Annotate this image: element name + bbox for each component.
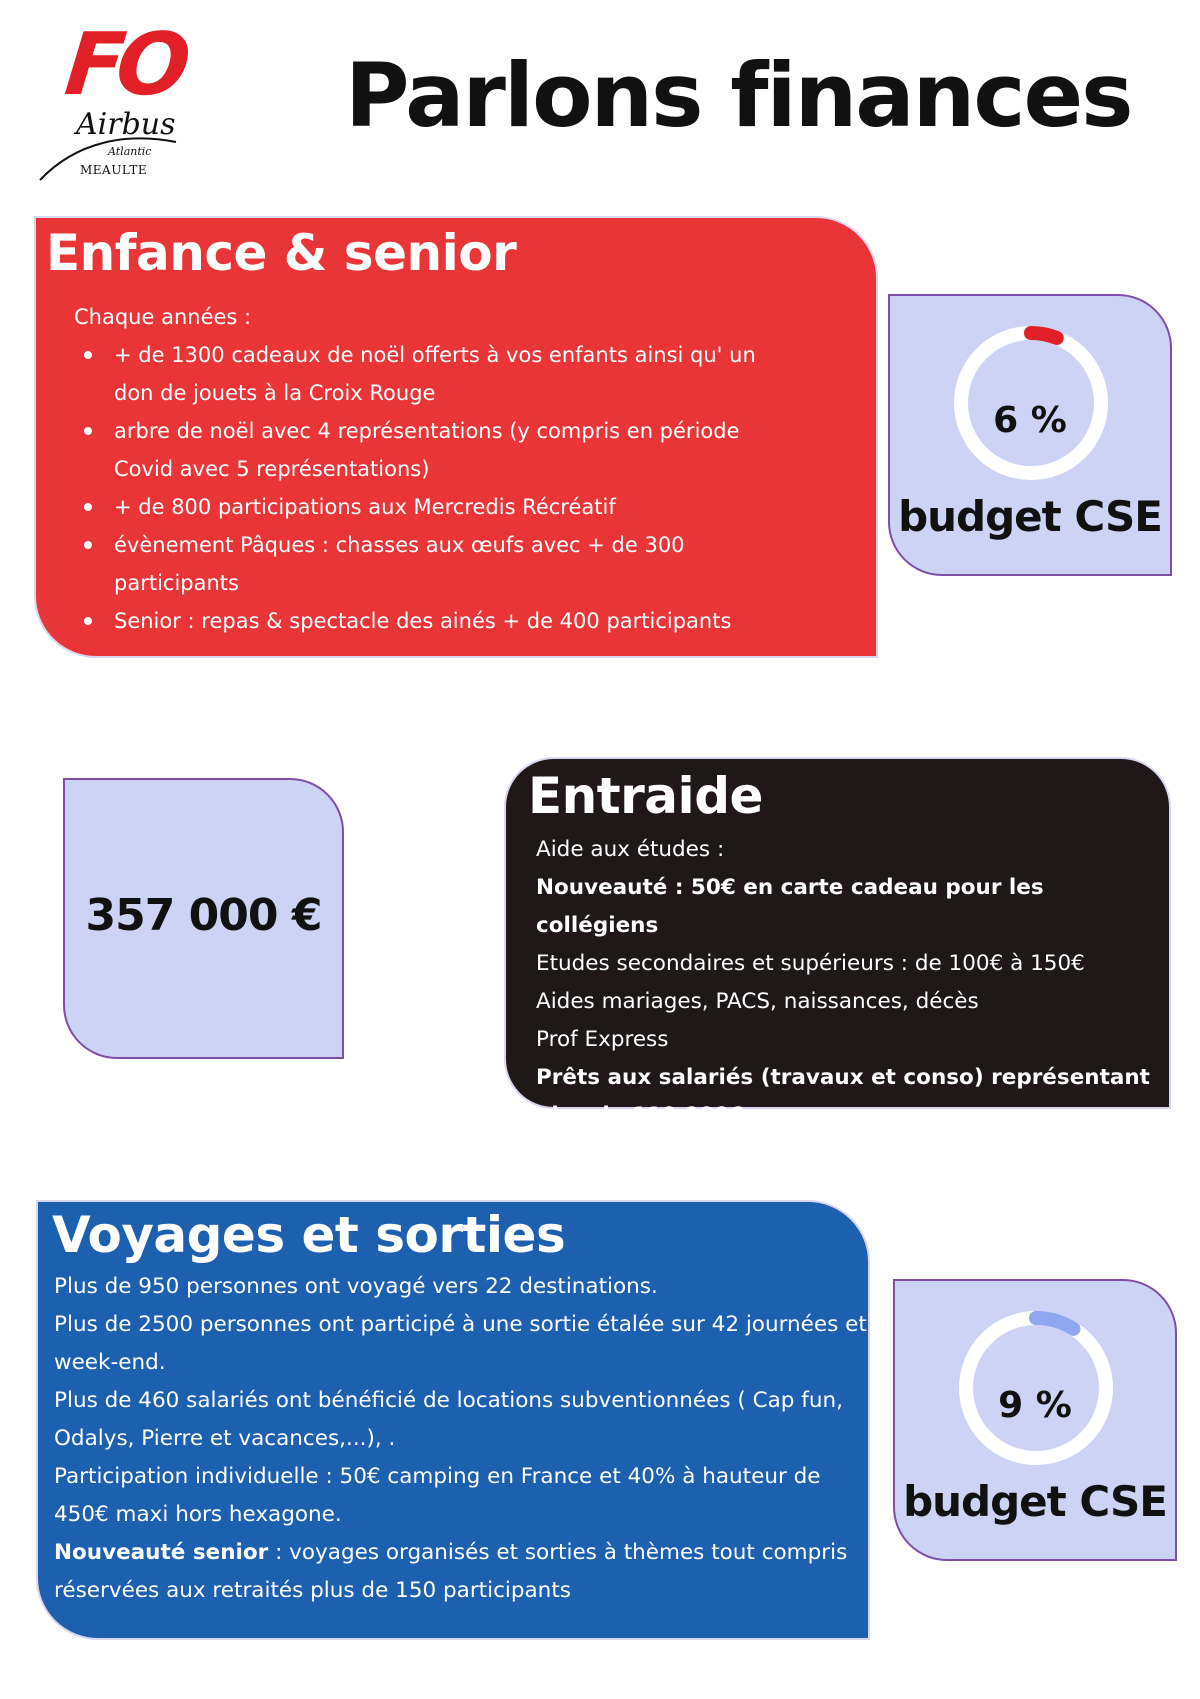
voyages-highlight-label: Nouveauté senior [54,1540,269,1565]
logo-airbus-text: Airbus [76,107,176,142]
enfance-budget-caption: budget CSE [898,492,1162,541]
voyages-highlight-text: : voyages organisés et sorties à thèmes tout compris réservées aux retraités plus de 150 participants [54,1540,848,1603]
list-item: Etudes secondaires et supérieurs : de 100€ à 150€ [536,951,1085,976]
list-item: Prêts aux salariés (travaux et conso) représentant plus de 110 000€ [536,1065,1150,1128]
fo-airbus-logo [36,15,188,182]
list-item: Nouveauté : 50€ en carte cadeau pour les collégiens [536,875,1044,938]
voyages-budget-arc [1036,1318,1074,1329]
list-item: évènement Pâques : chasses aux œufs avec + de 300 participants [76,526,796,602]
entraide-amount-card [63,778,344,1059]
enfance-title: Enfance & senior [46,224,517,282]
list-item: Senior : repas & spectacle des ainés + de 400 participants [76,602,796,640]
logo-atlantic-text: Atlantic [108,145,152,158]
list-item: Prof Express [536,1027,669,1052]
list-item: Aides mariages, PACS, naissances, décès [536,989,979,1014]
voyages-sorties-panel [36,1200,870,1640]
entraide-list [536,831,1166,1135]
logo-site-text: MEAULTE [80,163,148,177]
enfance-budget-card [888,294,1172,576]
list-item: arbre de noël avec 4 représentations (y compris en période Covid avec 5 représentations) [76,412,796,488]
enfance-intro: Chaque années : [74,305,252,329]
voyages-title: Voyages et sorties [52,1206,566,1264]
list-item: + de 1300 cadeaux de noël offerts à vos enfants ainsi qu' un don de jouets à la Croix Rouge [76,336,796,412]
entraide-panel [504,757,1171,1128]
list-item: Aide aux études : [536,837,725,862]
voyages-list [54,1268,870,1610]
list-item: Plus de 2500 personnes ont participé à une sortie étalée sur 42 journées et week-end. [54,1312,867,1375]
logo-fo-mark: FO [60,15,188,115]
entraide-title: Entraide [528,767,763,825]
list-item [54,1534,870,1610]
enfance-senior-panel [34,216,878,658]
entraide-amount: 357 000 € [85,890,322,941]
enfance-budget-percent: 6 % [993,400,1067,441]
enfance-budget-arc [1031,333,1057,338]
enfance-list [76,336,796,640]
voyages-budget-card [893,1279,1177,1561]
voyages-budget-percent: 9 % [998,1385,1072,1426]
list-item: Plus de 460 salariés ont bénéficié de locations subventionnées ( Cap fun, Odalys, Pierre et vacances,...), . [54,1388,843,1451]
voyages-budget-caption: budget CSE [903,1477,1167,1526]
page-title: Parlons finances [345,44,1132,147]
list-item: + de 800 participations aux Mercredis Récréatif [76,488,796,526]
list-item: Plus de 950 personnes ont voyagé vers 22 destinations. [54,1274,658,1299]
list-item: Participation individuelle : 50€ camping en France et 40% à hauteur de 450€ maxi hors hexagone. [54,1464,821,1527]
